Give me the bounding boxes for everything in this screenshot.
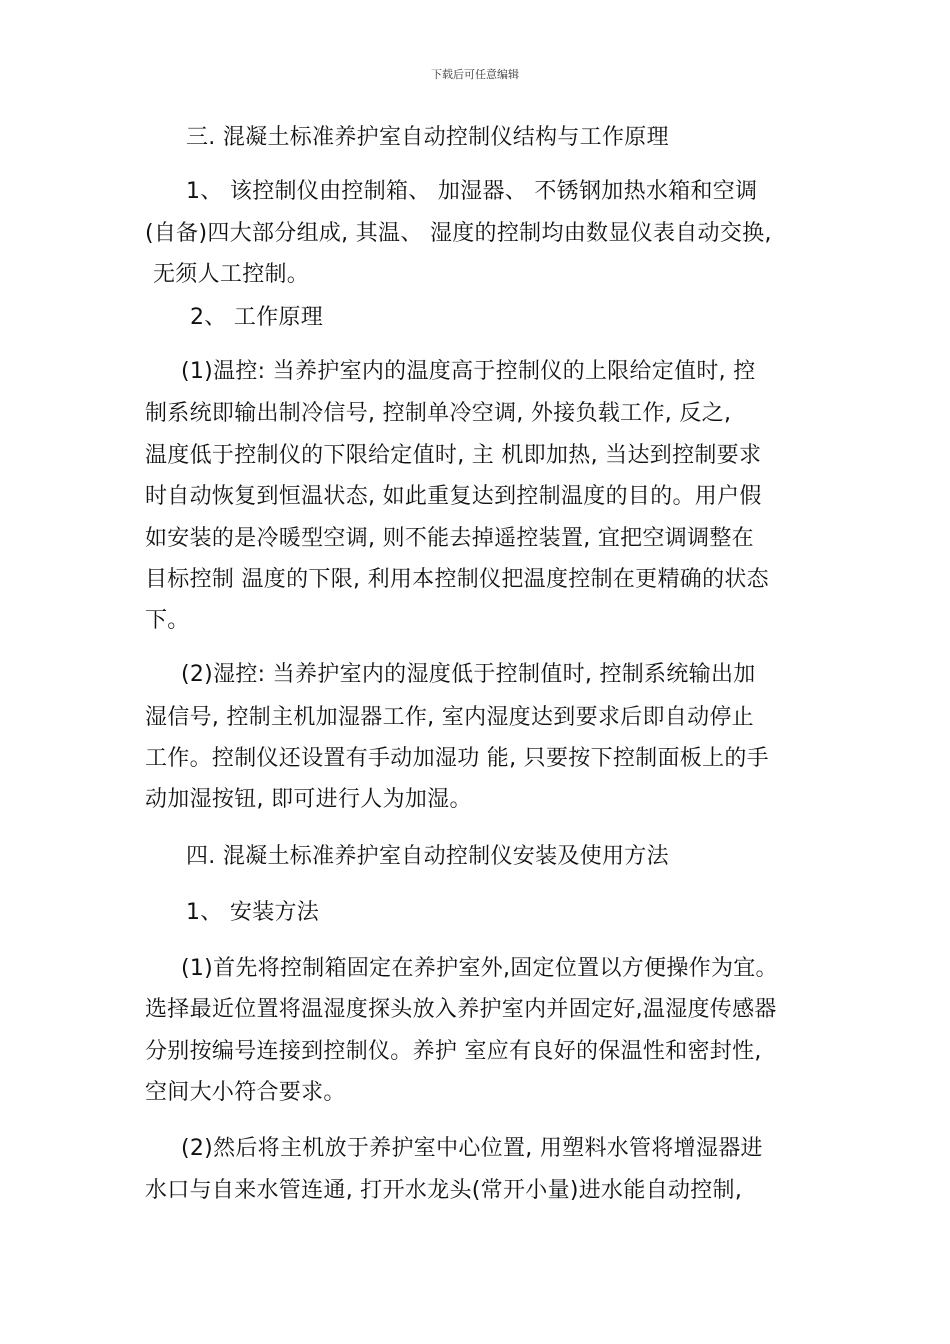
- text-line: 时自动恢复到恒温状态, 如此重复达到控制温度的目的。用户假: [145, 484, 762, 509]
- text-line: (1)温控: 当养护室内的温度高于控制仪的上限给定值时, 控: [181, 359, 756, 384]
- text-line: 温度低于控制仪的下限给定值时, 主 机即加热, 当达到控制要求: [145, 443, 762, 468]
- text-line: 湿信号, 控制主机加湿器工作, 室内湿度达到要求后即自动停止: [145, 705, 754, 730]
- text-line: 目标控制 温度的下限, 利用本控制仪把温度控制在更精确的状态: [145, 567, 769, 592]
- text-line: 下。: [145, 608, 190, 633]
- text-line: 分别按编号连接到控制仪。养护 室应有良好的保温性和密封性,: [145, 1039, 762, 1064]
- text-line: (2)湿控: 当养护室内的湿度低于控制值时, 控制系统输出加: [181, 662, 756, 687]
- text-line: 水口与自来水管连通, 打开水龙头(常开小量)进水能自动控制,: [145, 1178, 743, 1203]
- text-line: 工作。控制仪还设置有手动加湿功 能, 只要按下控制面板上的手: [145, 746, 769, 771]
- subheading-work-principle: 2、 工作原理: [190, 305, 324, 330]
- text-line: 制系统即输出制冷信号, 控制单冷空调, 外接负载工作, 反之,: [145, 401, 732, 426]
- text-line: 如安装的是冷暖型空调, 则不能去掉遥控装置, 宜把空调调整在: [145, 526, 754, 551]
- text-line: 动加湿按钮, 即可进行人为加湿。: [145, 787, 472, 812]
- subheading-install-method: 1、 安装方法: [186, 900, 320, 925]
- text-line: (自备)四大部分组成, 其温、 湿度的控制均由数显仪表自动交换,: [145, 221, 772, 246]
- text-line: (2)然后将主机放于养护室中心位置, 用塑料水管将增湿器进: [181, 1136, 763, 1161]
- text-line: 选择最近位置将温湿度探头放入养护室内并固定好,温湿度传感器: [145, 997, 777, 1022]
- text-line: 空间大小符合要求。: [145, 1080, 346, 1105]
- text-line: 无须人工控制。: [153, 262, 310, 287]
- section-heading-4: 四. 混凝土标准养护室自动控制仪安装及使用方法: [186, 844, 669, 869]
- text-line: 1、 该控制仪由控制箱、 加湿器、 不锈钢加热水箱和空调: [186, 179, 758, 204]
- section-heading-3: 三. 混凝土标准养护室自动控制仪结构与工作原理: [186, 125, 669, 150]
- page-header: 下载后可任意编辑: [431, 68, 519, 81]
- text-line: (1)首先将控制箱固定在养护室外,固定位置以方便操作为宜。: [181, 956, 778, 981]
